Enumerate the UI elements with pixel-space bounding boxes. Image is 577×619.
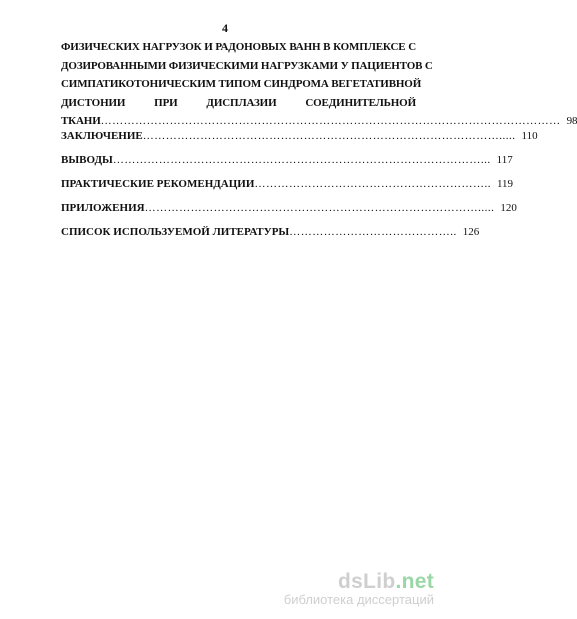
toc-entry-line: ДОЗИРОВАННЫМИ ФИЗИЧЕСКИМИ НАГРУЗКАМИ У ПАЦИЕНТОВ С (61, 59, 433, 72)
toc-entry-title-end: ТКАНИ (61, 115, 101, 128)
watermark-logo-main: dsLib (337, 570, 396, 593)
toc-item-title: ПРАКТИЧЕСКИЕ РЕКОМЕНДАЦИИ (61, 178, 255, 190)
toc-page-number: 117 (496, 154, 513, 166)
watermark-logo (284, 570, 434, 594)
toc-item-conclusion[interactable] (61, 130, 538, 154)
toc-page-number: 119 (496, 178, 514, 190)
toc-entry-line: СИМПАТИКОТОНИЧЕСКИМ ТИПОМ СИНДРОМА ВЕГЕТАТИВНОЙ (61, 78, 422, 91)
dot-leader: ……………………………………………………………………………..... (144, 202, 495, 214)
watermark-logo-accent: .net (395, 570, 434, 593)
toc-item-references[interactable] (61, 226, 480, 250)
dot-leader: ………………………………………………………………………………………………………… (100, 115, 561, 128)
toc-page-number: 120 (500, 202, 517, 214)
toc-item-title: ВЫВОДЫ (61, 154, 113, 166)
dot-leader: ……………………………………………………………………………………... (112, 154, 491, 166)
toc-item-recommendations[interactable] (61, 178, 514, 202)
toc-page-number: 98 (566, 115, 577, 128)
toc-entry-line: ФИЗИЧЕСКИХ НАГРУЗОК И РАДОНОВЫХ ВАНН В КОМПЛЕКСЕ С (61, 41, 416, 53)
watermark-tagline: библиотека диссертаций (283, 592, 434, 607)
table-of-contents (61, 130, 538, 250)
toc-entry-last-line (61, 112, 577, 131)
site-watermark (284, 570, 434, 607)
toc-page-number: 126 (462, 226, 480, 238)
dot-leader: …………………………………………………….. (254, 178, 491, 190)
toc-item-appendices[interactable] (61, 202, 517, 226)
toc-item-title: ЗАКЛЮЧЕНИЕ (61, 130, 143, 142)
toc-page-number: 110 (521, 130, 538, 142)
dot-leader: …………………………………………………………………………………..... (142, 130, 516, 142)
toc-item-title: ПРИЛОЖЕНИЯ (61, 202, 145, 214)
toc-entry-line: ДИСТОНИИ ПРИ ДИСПЛАЗИИ СОЕДИНИТЕЛЬНОЙ (61, 96, 416, 109)
dot-leader: …………………………………….. (289, 226, 457, 238)
toc-item-title: СПИСОК ИСПОЛЬЗУЕМОЙ ЛИТЕРАТУРЫ (61, 226, 290, 238)
toc-continued-entry (61, 38, 577, 131)
page-number: 4 (222, 21, 228, 35)
toc-item-findings[interactable] (61, 154, 513, 178)
